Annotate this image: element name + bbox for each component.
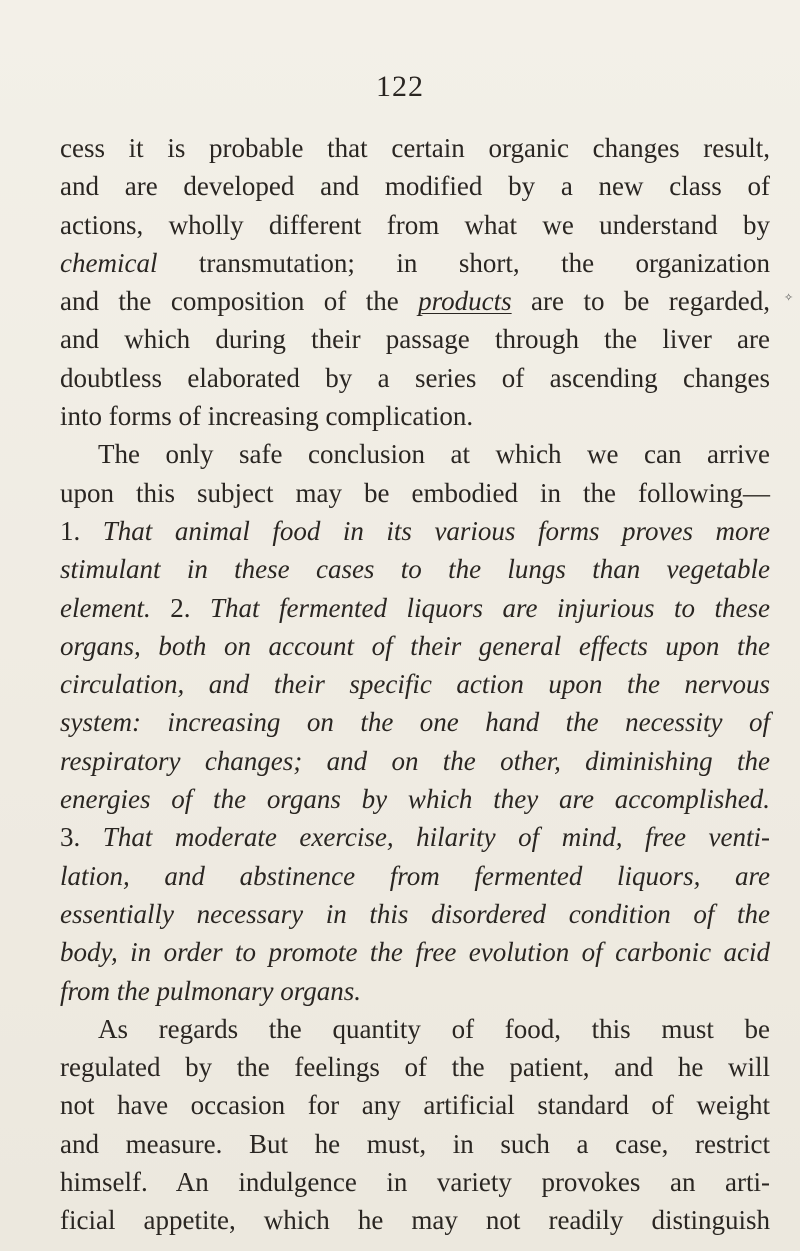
text-segment: body, in order to promote the free evolution of carbonic acid (60, 937, 770, 968)
text-line (60, 397, 770, 435)
text-line (60, 1048, 770, 1086)
text-segment: are to be regarded, (511, 286, 770, 317)
text-segment: As regards the quantity of food, this must be (98, 1013, 770, 1044)
text-segment: ficial appetite, which he may not readily distinguish (60, 1205, 770, 1236)
text-line (60, 129, 770, 167)
text-segment: and measure. But he must, in such a case, restrict (60, 1128, 770, 1159)
text-line (60, 282, 770, 320)
margin-mark: ✧ (784, 291, 794, 304)
text-line (60, 359, 770, 397)
text-segment: That fermented liquors are injurious to these (209, 592, 770, 623)
body-text (60, 129, 770, 1240)
text-line (60, 244, 770, 282)
text-line (60, 589, 770, 627)
text-segment: and which during their passage through the liver are (60, 324, 770, 355)
text-segment: upon this subject may be embodied in the following— (60, 477, 770, 508)
text-line (60, 435, 770, 473)
text-line (60, 780, 770, 818)
text-line (60, 857, 770, 895)
text-segment: and are developed and modified by a new class of (60, 171, 770, 202)
text-segment: stimulant in these cases to the lungs than vegetable (60, 554, 770, 585)
text-segment: 1. (60, 515, 103, 546)
italic-word: chemical (60, 247, 158, 278)
page-number: 122 (376, 70, 424, 103)
text-line (60, 972, 770, 1010)
text-segment: cess it is probable that certain organic changes result, (60, 133, 770, 163)
text-line (60, 742, 770, 780)
text-segment: from the pulmonary organs. (60, 975, 361, 1006)
text-line (60, 1086, 770, 1124)
text-line (60, 818, 770, 856)
text-line (60, 1010, 770, 1048)
text-segment: lation, and abstinence from fermented liquors, are (60, 860, 770, 891)
text-segment: respiratory changes; and on the other, diminishing the (60, 745, 770, 776)
text-segment: essentially necessary in this disordered condition of the (60, 898, 770, 929)
text-segment: not have occasion for any artificial standard of weight (60, 1090, 770, 1121)
text-segment: That animal food in its various forms proves more (102, 515, 771, 546)
text-segment: 2. (150, 592, 210, 623)
text-line (60, 703, 770, 741)
text-segment: doubtless elaborated by a series of ascending changes (60, 362, 770, 393)
text-line (60, 895, 770, 933)
text-segment: The only safe conclusion at which we can arrive (98, 439, 770, 470)
text-segment: and the composition of the (60, 286, 419, 317)
text-segment: 3. (60, 822, 103, 853)
text-segment: transmutation; in short, the organization (157, 247, 770, 278)
text-line (60, 1163, 770, 1201)
text-line (60, 206, 770, 244)
text-line (60, 167, 770, 205)
text-line (60, 512, 770, 550)
text-segment: That moderate exercise, hilarity of mind, free venti- (102, 822, 770, 853)
text-segment: into forms of increasing complication. (60, 401, 474, 432)
text-segment: circulation, and their specific action upon the nervous (60, 669, 770, 700)
text-line (60, 474, 770, 512)
text-line (60, 933, 770, 971)
text-segment: system: increasing on the one hand the necessity of (60, 707, 770, 738)
text-segment: actions, wholly different from what we understand by (60, 209, 770, 240)
text-line (60, 627, 770, 665)
text-segment: organs, both on account of their general effects upon the (60, 630, 770, 661)
underlined-word: products (418, 286, 512, 317)
text-line (60, 550, 770, 588)
text-line (60, 320, 770, 358)
text-segment: element. (60, 592, 151, 623)
text-segment: energies of the organs by which they are accomplished. (60, 784, 770, 815)
text-line (60, 1201, 770, 1239)
text-line (60, 665, 770, 703)
text-segment: regulated by the feelings of the patient, and he will (60, 1052, 770, 1083)
text-line (60, 1125, 770, 1163)
text-segment: himself. An indulgence in variety provokes an arti- (60, 1167, 770, 1198)
